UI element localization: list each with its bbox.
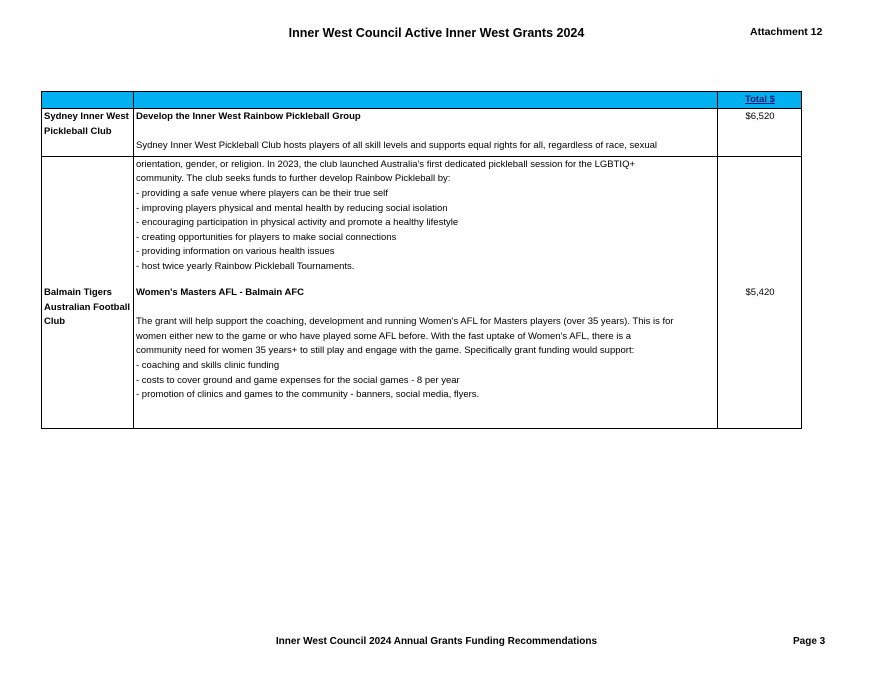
description-line: - encouraging participation in physical activity and promote a healthy lifestyle <box>136 217 459 229</box>
grant-amount: $5,420 <box>745 287 775 298</box>
description-line: - creating opportunities for players to make social connections <box>136 231 397 243</box>
description-line: - improving players physical and mental health by reducing social isolation <box>136 202 448 214</box>
applicant-name-line: Sydney Inner West <box>44 111 129 122</box>
grant-amount: $6,520 <box>745 111 775 122</box>
description-line: - costs to cover ground and game expenses for the social games - 8 per year <box>136 374 460 386</box>
description-line: Sydney Inner West Pickleball Club hosts players of all skill levels and supports equal rights for all, regardless of race, sexual <box>136 140 657 152</box>
applicant-name-line: Pickleball Club <box>44 125 112 137</box>
description-line: The grant will help support the coaching, development and running Women's AFL for Masters players (over 35 years). This is for <box>136 316 674 328</box>
description-line: - promotion of clinics and games to the community - banners, social media, flyers. <box>136 389 480 401</box>
grants-table <box>41 91 802 429</box>
description-line: - host twice yearly Rainbow Pickleball Tournaments. <box>136 260 355 272</box>
description-line: community. The club seeks funds to further develop Rainbow Pickleball by: <box>136 173 451 185</box>
column-divider-1 <box>133 92 134 428</box>
page-number: Page 3 <box>793 636 826 647</box>
description-line: - coaching and skills clinic funding <box>136 359 280 371</box>
description-line: - providing information on various health issues <box>136 246 335 258</box>
description-line: orientation, gender, or religion. In 2023, the club launched Australia's first dedicated pickleball session for the LGBTIQ+ <box>136 158 636 170</box>
applicant-name <box>44 286 132 330</box>
applicant-name-line: Club <box>44 316 66 327</box>
description-line: women either new to the game or who have played some AFL before. With the fast uptake of Women's AFL, there is a <box>136 330 632 342</box>
applicant-name-line: Balmain Tigers <box>44 287 112 298</box>
column-divider-2 <box>717 92 718 428</box>
total-column-header: Total $ <box>745 94 775 105</box>
table-header-row <box>42 92 801 109</box>
description-line: community need for women 35 years+ to still play and engage with the game. Specifically grant funding would support: <box>136 345 635 357</box>
project-description <box>136 110 716 275</box>
description-line: - providing a safe venue where players can be their true self <box>136 187 388 199</box>
applicant-name-line: Australian Football <box>44 301 131 313</box>
project-title: Women's Masters AFL - Balmain AFC <box>136 287 305 298</box>
page-title: Inner West Council Active Inner West Grants 2024 <box>288 26 585 40</box>
applicant-name <box>44 110 132 139</box>
project-title: Develop the Inner West Rainbow Pickleball Group <box>136 111 361 122</box>
footer-title: Inner West Council 2024 Annual Grants Funding Recommendations <box>275 636 598 647</box>
attachment-label: Attachment 12 <box>750 26 823 38</box>
project-description <box>136 286 716 403</box>
